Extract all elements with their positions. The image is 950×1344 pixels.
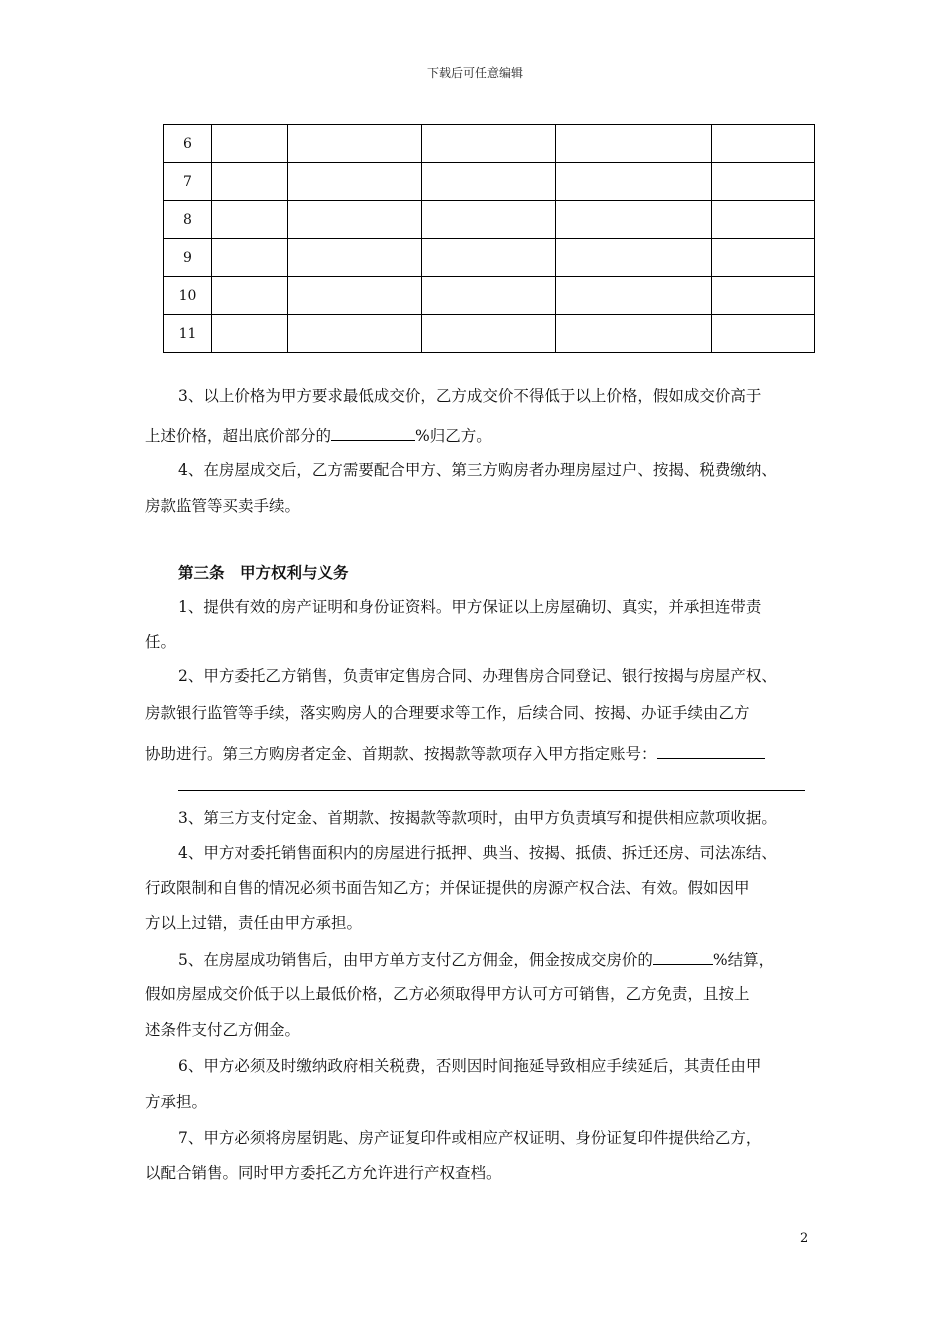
paragraph-line: 4、甲方对委托销售面积内的房屋进行抵押、典当、按揭、抵债、拆迁还房、司法冻结、 bbox=[178, 844, 777, 862]
paragraph-text: 协助进行。第三方购房者定金、首期款、按揭款等款项存入甲方指定账号： bbox=[145, 745, 657, 763]
table-cell bbox=[212, 201, 288, 239]
page-number: 2 bbox=[800, 1231, 809, 1246]
paragraph-text: %归乙方。 bbox=[415, 427, 492, 445]
paragraph-line: 3、第三方支付定金、首期款、按揭款等款项时，由甲方负责填写和提供相应款项收据。 bbox=[178, 809, 777, 827]
paragraph-text: 上述价格，超出底价部分的 bbox=[145, 427, 332, 445]
paragraph-line: 以配合销售。同时甲方委托乙方允许进行产权查档。 bbox=[145, 1164, 502, 1182]
table-cell bbox=[556, 239, 712, 277]
table-cell bbox=[556, 125, 712, 163]
row-number: 9 bbox=[164, 239, 212, 277]
paragraph-line: 2、甲方委托乙方销售，负责审定售房合同、办理售房合同登记、银行按揭与房屋产权、 bbox=[178, 667, 777, 685]
table-cell bbox=[212, 239, 288, 277]
table-cell bbox=[422, 315, 556, 353]
table-row bbox=[164, 163, 815, 201]
table-cell bbox=[212, 125, 288, 163]
table-cell bbox=[712, 201, 815, 239]
table-cell bbox=[288, 201, 422, 239]
paragraph-line: 任。 bbox=[145, 633, 177, 651]
header-note: 下载后可任意编辑 bbox=[426, 66, 523, 80]
table-cell bbox=[422, 239, 556, 277]
paragraph-line bbox=[178, 948, 848, 970]
table-cell bbox=[422, 201, 556, 239]
paragraph-line: 4、在房屋成交后，乙方需要配合甲方、第三方购房者办理房屋过户、按揭、税费缴纳、 bbox=[178, 461, 777, 479]
paragraph-text: 5、在房屋成功销售后，由甲方单方支付乙方佣金，佣金按成交房价的 bbox=[178, 951, 653, 969]
paragraph-line bbox=[145, 742, 815, 764]
table-row bbox=[164, 277, 815, 315]
table-cell bbox=[556, 201, 712, 239]
table-cell bbox=[712, 163, 815, 201]
account-number-line bbox=[178, 790, 805, 791]
row-number: 11 bbox=[164, 315, 212, 353]
table-cell bbox=[556, 163, 712, 201]
paragraph-line: 方承担。 bbox=[145, 1093, 208, 1111]
fill-blank bbox=[653, 948, 713, 965]
section-heading: 第三条 甲方权利与义务 bbox=[178, 563, 349, 582]
paragraph-line: 方以上过错，责任由甲方承担。 bbox=[145, 914, 363, 932]
table-cell bbox=[212, 277, 288, 315]
table-cell bbox=[212, 315, 288, 353]
paragraph-text: %结算， bbox=[712, 951, 775, 969]
paragraph-line: 房款银行监管等手续，落实购房人的合理要求等工作，后续合同、按揭、办证手续由乙方 bbox=[145, 704, 750, 722]
account-number-blank bbox=[657, 742, 765, 759]
table-cell bbox=[422, 277, 556, 315]
paragraph-line: 6、甲方必须及时缴纳政府相关税费，否则因时间拖延导致相应手续延后，其责任由甲 bbox=[178, 1057, 762, 1075]
table-row bbox=[164, 201, 815, 239]
paragraph-line: 行政限制和自售的情况必须书面告知乙方；并保证提供的房源产权合法、有效。假如因甲 bbox=[145, 879, 750, 897]
paragraph-line: 房款监管等买卖手续。 bbox=[145, 497, 301, 515]
table-cell bbox=[288, 277, 422, 315]
paragraph-line: 述条件支付乙方佣金。 bbox=[145, 1021, 301, 1039]
table-row bbox=[164, 315, 815, 353]
table-cell bbox=[288, 163, 422, 201]
price-table bbox=[163, 124, 815, 353]
paragraph-line: 3、以上价格为甲方要求最低成交价，乙方成交价不得低于以上价格，假如成交价高于 bbox=[178, 387, 762, 405]
paragraph-line: 假如房屋成交价低于以上最低价格，乙方必须取得甲方认可方可销售，乙方免责，且按上 bbox=[145, 985, 750, 1003]
paragraph-line: 7、甲方必须将房屋钥匙、房产证复印件或相应产权证明、身份证复印件提供给乙方， bbox=[178, 1129, 762, 1147]
table-cell bbox=[288, 239, 422, 277]
row-number: 6 bbox=[164, 125, 212, 163]
table-row bbox=[164, 125, 815, 163]
paragraph-line: 1、提供有效的房产证明和身份证资料。甲方保证以上房屋确切、真实，并承担连带责 bbox=[178, 598, 762, 616]
table-cell bbox=[712, 315, 815, 353]
row-number: 8 bbox=[164, 201, 212, 239]
table-cell bbox=[422, 163, 556, 201]
row-number: 10 bbox=[164, 277, 212, 315]
table-row bbox=[164, 239, 815, 277]
table-cell bbox=[288, 125, 422, 163]
table-cell bbox=[712, 125, 815, 163]
fill-blank bbox=[331, 424, 415, 441]
table-cell bbox=[556, 315, 712, 353]
table-cell bbox=[212, 163, 288, 201]
table-cell bbox=[712, 239, 815, 277]
paragraph-line bbox=[145, 424, 815, 446]
table-cell bbox=[422, 125, 556, 163]
row-number: 7 bbox=[164, 163, 212, 201]
table-cell bbox=[556, 277, 712, 315]
table-cell bbox=[712, 277, 815, 315]
table-cell bbox=[288, 315, 422, 353]
